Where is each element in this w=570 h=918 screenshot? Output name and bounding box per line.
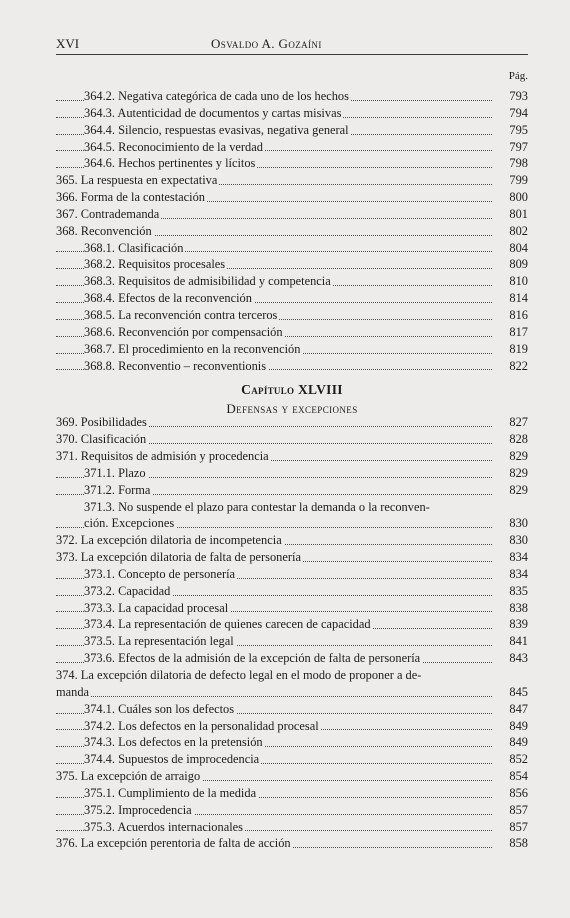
toc-entry-page: 816	[498, 307, 528, 324]
toc-entry-page: 810	[498, 273, 528, 290]
toc-entry	[56, 240, 528, 257]
toc-entry-page: 797	[498, 139, 528, 156]
toc-entry-page: 849	[498, 734, 528, 751]
toc-entry-page: 839	[498, 616, 528, 633]
toc-entry-page: 829	[498, 448, 528, 465]
toc-entry-label: 368.5. La reconvención contra terceros	[84, 307, 278, 322]
toc-entry	[56, 701, 528, 718]
toc-entry	[56, 172, 528, 189]
toc-entry-page: 814	[498, 290, 528, 307]
toc-entry-page: 828	[498, 431, 528, 448]
toc-entry-label: 368.4. Efectos de la reconvención	[84, 291, 252, 306]
toc-entry-label: 369. Posibilidades	[56, 415, 147, 430]
toc-entry-page: 830	[498, 515, 528, 532]
toc-entry	[56, 734, 528, 751]
toc-entry	[56, 549, 528, 566]
running-head-author: Osvaldo A. Gozaíni	[211, 36, 322, 51]
dot-leader	[56, 696, 492, 697]
toc-entry	[56, 718, 528, 735]
toc-entry	[56, 273, 528, 290]
toc-entry-page: 800	[498, 189, 528, 206]
toc-entry-label: 368.2. Requisitos procesales	[84, 257, 226, 272]
toc-entry-label: 376. La excepción perentoria de falta de acción	[56, 836, 291, 851]
toc-entry-page: 852	[498, 751, 528, 768]
toc-entry	[56, 785, 528, 802]
toc-entry-label: 370. Clasificación	[56, 432, 147, 447]
toc-entry	[56, 819, 528, 836]
toc-entry	[56, 256, 528, 273]
toc-entry	[56, 122, 528, 139]
toc-entry-page: 799	[498, 172, 528, 189]
toc-entry	[56, 206, 528, 223]
page-column-label: Pág.	[508, 70, 528, 82]
toc-entry	[56, 448, 528, 465]
toc-entry-page: 827	[498, 414, 528, 431]
toc-entry	[56, 358, 528, 375]
toc-entry	[56, 650, 528, 667]
toc-entry-page: 849	[498, 718, 528, 735]
toc-entry	[56, 768, 528, 785]
toc-entry	[56, 802, 528, 819]
toc-entry-page: 847	[498, 701, 528, 718]
toc-entry-page: 830	[498, 532, 528, 549]
toc-entry-label: 371. Requisitos de admisión y procedencia	[56, 449, 269, 464]
toc-entry-page: 843	[498, 650, 528, 667]
toc-entry-page: 854	[498, 768, 528, 785]
header-rule	[56, 54, 528, 55]
toc-entry	[56, 751, 528, 768]
toc-entry-label: 374.3. Los defectos en la pretensión	[84, 735, 263, 750]
toc-entry-label: 364.5. Reconocimiento de la verdad	[84, 139, 263, 154]
toc-entry	[56, 414, 528, 431]
toc-entry	[56, 616, 528, 633]
toc-entry	[56, 307, 528, 324]
toc-entry-page: 793	[498, 88, 528, 105]
toc-entry	[56, 431, 528, 448]
toc-entry	[56, 633, 528, 650]
running-head	[56, 36, 528, 54]
toc-entry-label: 371.1. Plazo	[84, 465, 146, 480]
toc-entry	[56, 583, 528, 600]
toc-entry-page: 801	[498, 206, 528, 223]
toc-entry	[56, 600, 528, 617]
toc-entry-label: 374. La excepción dilatoria de defecto legal en el modo de proponer a de-	[56, 668, 422, 682]
toc-entry-page: 794	[498, 105, 528, 122]
toc-entry	[56, 482, 528, 499]
toc-entry-label: 368.7. El procedimiento en la reconvención	[84, 341, 301, 356]
toc-entry-page: 845	[498, 684, 528, 701]
toc-entry-label: 368.3. Requisitos de admisibilidad y competencia	[84, 274, 331, 289]
toc-entry-label: 372. La excepción dilatoria de incompetencia	[56, 533, 282, 548]
toc-entry-label: 371.2. Forma	[84, 482, 151, 497]
chapter-title: Defensas y excepciones	[226, 401, 358, 417]
toc-entry-page: 856	[498, 785, 528, 802]
toc-entry-page: 835	[498, 583, 528, 600]
toc-entry-page: 838	[498, 600, 528, 617]
toc-entry	[56, 223, 528, 240]
toc-entry-label: 374.4. Supuestos de improcedencia	[84, 752, 260, 767]
toc-entry-page: 804	[498, 240, 528, 257]
toc-entry-label: 368. Reconvención	[56, 223, 152, 238]
toc-entry-page: 809	[498, 256, 528, 273]
chapter-heading	[56, 374, 528, 417]
table-of-contents	[56, 88, 528, 852]
toc-entry-label: 375.3. Acuerdos internacionales	[84, 819, 243, 834]
toc-entry-label: 374.2. Los defectos en la personalidad procesal	[84, 718, 319, 733]
toc-entry	[56, 835, 528, 852]
toc-entry-page: 802	[498, 223, 528, 240]
toc-entry	[56, 105, 528, 122]
toc-entry-label: ción. Excepciones	[84, 516, 175, 531]
toc-entry-page: 841	[498, 633, 528, 650]
toc-entry-page: 829	[498, 465, 528, 482]
toc-entry	[56, 684, 528, 701]
toc-entry-label: 364.6. Hechos pertinentes y lícitos	[84, 156, 256, 171]
toc-entry-label: manda	[56, 684, 90, 699]
toc-entry-label: 364.4. Silencio, respuestas evasivas, negativa general	[84, 122, 349, 137]
toc-entry	[56, 341, 528, 358]
toc-entry-label: 367. Contrademanda	[56, 206, 160, 221]
toc-entry	[56, 532, 528, 549]
toc-entry-label: 375.1. Cumplimiento de la medida	[84, 785, 257, 800]
toc-entry-label: 368.6. Reconvención por compensación	[84, 324, 283, 339]
toc-entry	[56, 290, 528, 307]
toc-entry-page: 834	[498, 566, 528, 583]
toc-entry-label: 373.4. La representación de quienes carecen de capacidad	[84, 617, 371, 632]
toc-entry-label: 373.5. La representación legal	[84, 634, 234, 649]
toc-entry-label: 373.6. Efectos de la admisión de la excepción de falta de personería	[84, 651, 421, 666]
toc-entry-page: 819	[498, 341, 528, 358]
toc-entry-label: 374.1. Cuáles son los defectos	[84, 701, 235, 716]
toc-entry-label: 375. La excepción de arraigo	[56, 769, 201, 784]
toc-entry-label: 375.2. Improcedencia	[84, 802, 192, 817]
toc-entry-page: 829	[498, 482, 528, 499]
toc-entry-page: 834	[498, 549, 528, 566]
toc-entry-page: 795	[498, 122, 528, 139]
toc-entry-page: 858	[498, 835, 528, 852]
chapter-number: Capítulo XLVIII	[241, 382, 343, 398]
toc-entry-label: 364.2. Negativa categórica de cada uno de los hechos	[84, 89, 349, 103]
toc-entry	[56, 465, 528, 482]
toc-entry-label: 368.1. Clasificación	[84, 240, 184, 255]
toc-entry-label: 365. La respuesta en expectativa	[56, 173, 218, 188]
toc-entry-page: 817	[498, 324, 528, 341]
toc-entry-page: 798	[498, 155, 528, 172]
toc-entry-label: 373.1. Concepto de personería	[84, 566, 236, 581]
toc-entry	[56, 88, 528, 105]
toc-entry	[56, 566, 528, 583]
toc-entry-page: 857	[498, 802, 528, 819]
toc-entry-label: 371.3. No suspende el plazo para contestar la demanda o la reconven-	[84, 499, 430, 514]
toc-entry-label: 368.8. Reconventio – reconventionis	[84, 358, 267, 373]
toc-entry	[56, 515, 528, 532]
toc-entry-label: 373.3. La capacidad procesal	[84, 600, 229, 615]
toc-entry	[56, 189, 528, 206]
page-folio: XVI	[56, 36, 80, 51]
toc-section-chapter-entries	[56, 414, 528, 852]
toc-entry-page: 857	[498, 819, 528, 836]
toc-entry	[56, 155, 528, 172]
toc-entry-label: 364.3. Autenticidad de documentos y cartas misivas	[84, 105, 342, 120]
toc-entry-label: 373. La excepción dilatoria de falta de personería	[56, 550, 301, 565]
toc-entry	[56, 499, 528, 516]
toc-section-before-chapter	[56, 88, 528, 374]
toc-entry	[56, 324, 528, 341]
toc-entry-label: 373.2. Capacidad	[84, 583, 171, 598]
toc-entry	[56, 667, 528, 684]
toc-entry-page: 822	[498, 358, 528, 375]
toc-entry-label: 366. Forma de la contestación	[56, 190, 205, 205]
toc-entry	[56, 139, 528, 156]
